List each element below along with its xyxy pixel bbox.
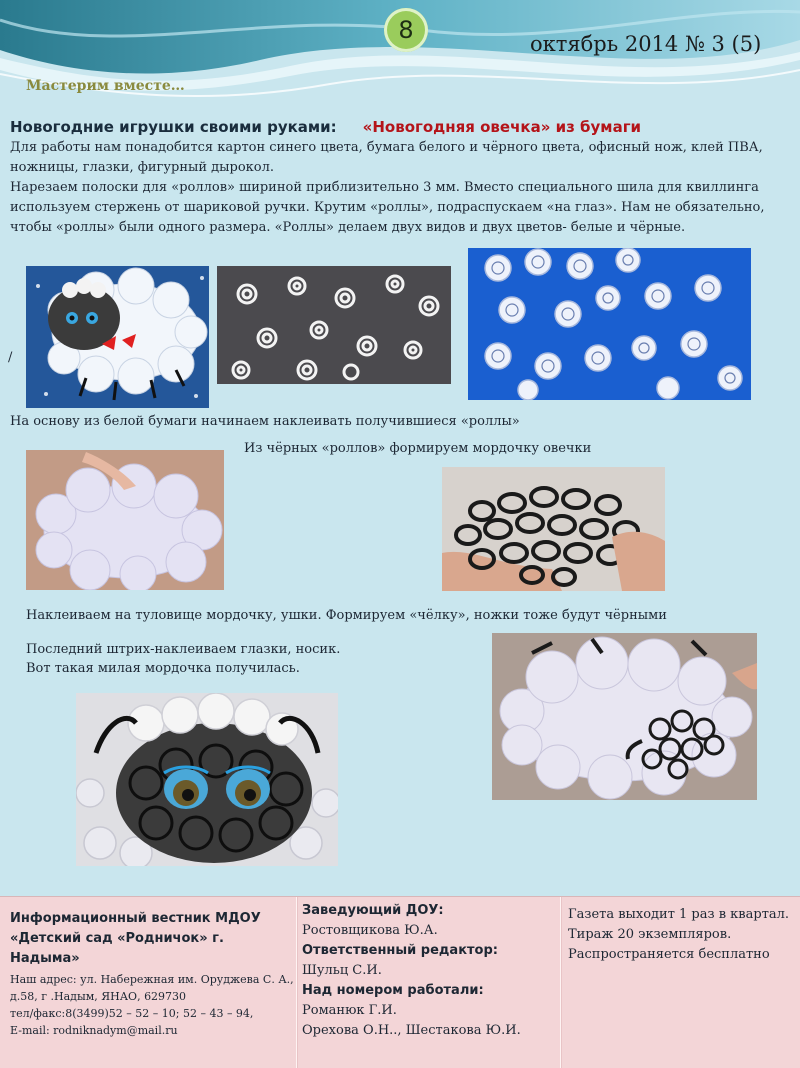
head-label: Заведующий ДОУ: xyxy=(302,903,444,918)
assembled-sheep-photo xyxy=(492,633,757,800)
article-title-left: Новогодние игрушки своими руками: xyxy=(10,118,337,136)
white-rolls-photo xyxy=(217,266,451,384)
rolls-on-blue-photo xyxy=(468,248,751,400)
footer-info-column xyxy=(568,905,796,1068)
publisher-phone: тел/факс:8(3499)52 – 52 – 10; 52 – 43 – 94, xyxy=(10,1007,254,1020)
white-base-photo xyxy=(26,450,224,590)
materials-paragraph: Для работы нам понадобится картон синего цвета, бумага белого и чёрного цвета, офисный нож, клей ПВА, ножницы, глазки, фигурный дырокол. xyxy=(10,140,763,175)
step-caption-face: Из чёрных «роллов» формируем мордочку овечки xyxy=(244,441,592,456)
article-title-right: «Новогодняя овечка» из бумаги xyxy=(362,118,642,136)
team-members-line2: Орехова О.Н.., Шестакова Ю.И. xyxy=(302,1023,521,1038)
black-rolls-face-photo xyxy=(442,467,665,591)
team-label: Над номером работали: xyxy=(302,983,484,998)
distribution-note: Распространяется бесплатно xyxy=(568,947,770,962)
editor-label: Ответственный редактор: xyxy=(302,943,498,958)
head-name: Ростовщикова Ю.А. xyxy=(302,923,438,938)
publication-frequency: Газета выходит 1 раз в квартал. xyxy=(568,907,790,922)
footer-publisher-column xyxy=(10,909,295,1068)
newsletter-footer xyxy=(0,896,800,1068)
page-number-badge: 8 xyxy=(384,8,428,52)
publisher-address: Наш адрес: ул. Набережная им. Оруджева С. А., д.58, г .Надым, ЯНАО, 629730 xyxy=(10,973,294,1003)
article-title xyxy=(10,118,790,136)
sheep-face-closeup-photo xyxy=(76,693,338,866)
step-caption-base: На основу из белой бумаги начинаем наклеивать получившиеся «роллы» xyxy=(10,414,520,429)
slash-mark: / xyxy=(8,350,13,365)
step-caption-eyes: Последний штрих-наклеиваем глазки, носик. xyxy=(26,642,341,657)
finished-sheep-photo xyxy=(26,266,209,408)
step-caption-result: Вот такая милая мордочка получилась. xyxy=(26,661,300,676)
step-caption-assemble: Наклеиваем на туловище мордочку, ушки. Формируем «чёлку», ножки тоже будут чёрными xyxy=(26,608,667,623)
publisher-title: Информационный вестник МДОУ «Детский сад «Родничок» г. Надыма» xyxy=(10,911,261,966)
section-title: Мастерим вместе… xyxy=(26,78,185,94)
publisher-email: E-mail: rodniknadym@mail.ru xyxy=(10,1024,178,1037)
instructions-paragraph: Нарезаем полоски для «роллов» шириной приблизительно 3 мм. Вместо специального шила для квиллинга используем стержень от шариковой ручки. Крутим «роллы», подраспускаем «на глаз». Нам не обязательно, чтобы «роллы» были одного размера. «Роллы» делаем двух видов и двух цветов- белые и чёрные. xyxy=(10,180,765,235)
editor-name: Шульц С.И. xyxy=(302,963,382,978)
team-members-line1: Романюк Г.И. xyxy=(302,1003,397,1018)
footer-divider xyxy=(296,897,298,1068)
footer-staff-column xyxy=(302,901,557,1068)
footer-divider xyxy=(560,897,562,1068)
issue-date: октябрь 2014 № 3 (5) xyxy=(530,32,762,56)
circulation: Тираж 20 экземпляров. xyxy=(568,927,732,942)
page-header xyxy=(0,0,800,110)
